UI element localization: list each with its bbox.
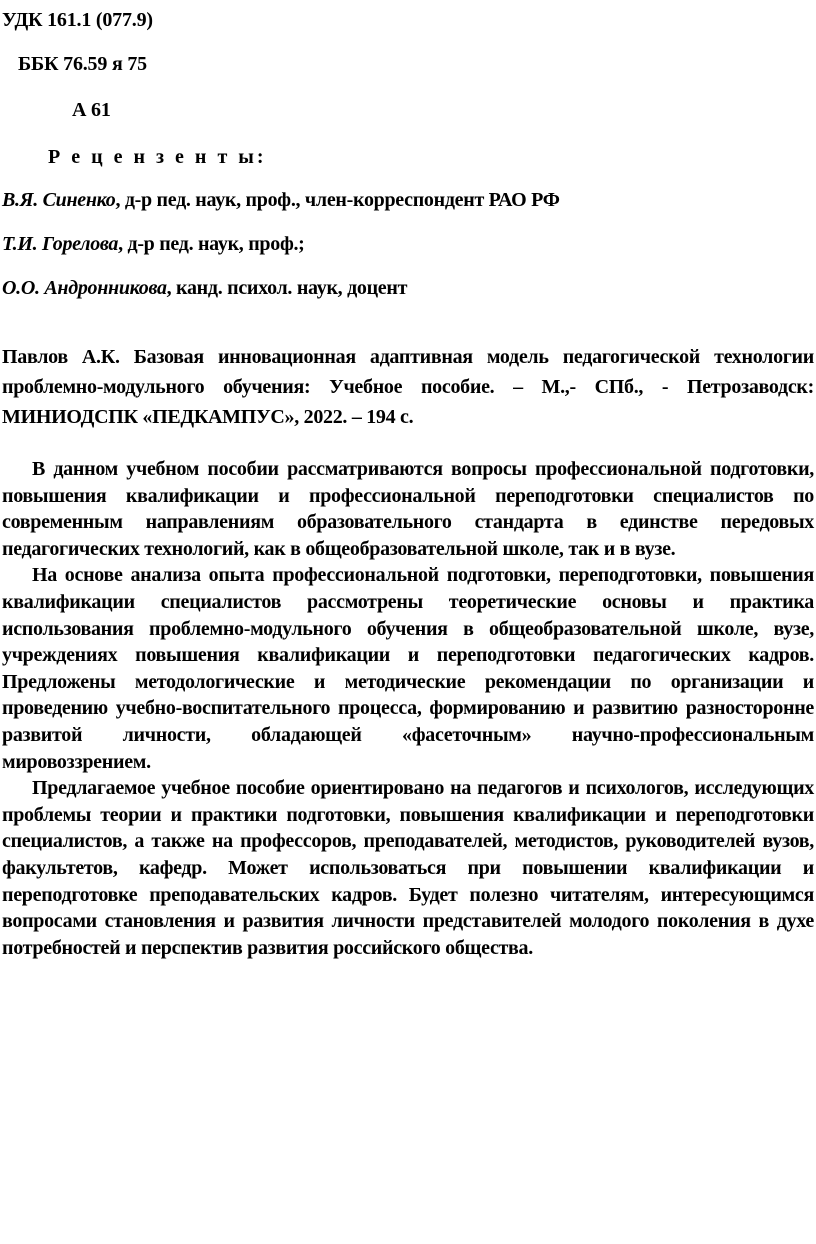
reviewer-name: О.О. Андронникова bbox=[2, 277, 167, 299]
reviewer-2 bbox=[2, 232, 305, 256]
abstract-paragraph-1: В данном учебном пособии рассматриваются вопросы профессиональной подготовки, повышения квалификации и профессиональной переподготовки специалистов по современным направлениям образовательного стандарта в единстве передовых педагогических технологий, как в общеобразовательной школе, так и в вузе. bbox=[2, 458, 814, 560]
reviewers-heading: Р е ц е н з е н т ы: bbox=[48, 146, 267, 168]
author-code: А 61 bbox=[72, 99, 111, 121]
bbk-code: ББК 76.59 я 75 bbox=[18, 53, 147, 75]
reviewer-details: , канд. психол. наук, доцент bbox=[166, 277, 408, 299]
bibliographic-citation: Павлов А.К. Базовая инновационная адаптивная модель педагогической технологии проблемно-модульного обучения: Учебное пособие. – М.,- СПб., - Петрозаводск: МИНИОДСПК «ПЕДКАМПУС», 2022. – 194 с. bbox=[2, 346, 814, 428]
abstract-paragraph-2: На основе анализа опыта профессиональной подготовки, переподготовки, повышения квалификации специалистов рассмотрены теоретические основы и практика использования проблемно-модульного обучения в общеобразовательной школе, вузе, учреждениях повышения квалификации и переподготовки педагогических кадров. Предложены методологические и методические рекомендации по организации и проведению учебно-воспитательного процесса, формированию и развитию разносторонне развитой личности, обладающей «фасеточным» научно-профессиональным мировоззрением. bbox=[2, 564, 814, 773]
reviewer-1 bbox=[2, 188, 560, 212]
reviewer-details: , д-р пед. наук, проф.; bbox=[118, 233, 305, 255]
udk-code: УДК 161.1 (077.9) bbox=[2, 9, 153, 31]
reviewer-name: Т.И. Горелова bbox=[2, 233, 119, 255]
reviewer-name: В.Я. Синенко bbox=[2, 189, 116, 211]
reviewer-details: , д-р пед. наук, проф., член-корреспондент РАО РФ bbox=[115, 189, 560, 211]
reviewer-3 bbox=[2, 276, 407, 300]
abstract bbox=[2, 456, 814, 961]
abstract-paragraph-3: Предлагаемое учебное пособие ориентировано на педагогов и психологов, исследующих проблемы теории и практики подготовки, повышения квалификации и переподготовки специалистов, а также на профессоров, преподавателей, методистов, руководителей вузов, факультетов, кафедр. Может использоваться при повышении квалификации и переподготовке преподавательских кадров. Будет полезно читателям, интересующимся вопросами становления и развития личности представителей молодого поколения в духе потребностей и перспектив развития российского общества. bbox=[2, 777, 814, 959]
